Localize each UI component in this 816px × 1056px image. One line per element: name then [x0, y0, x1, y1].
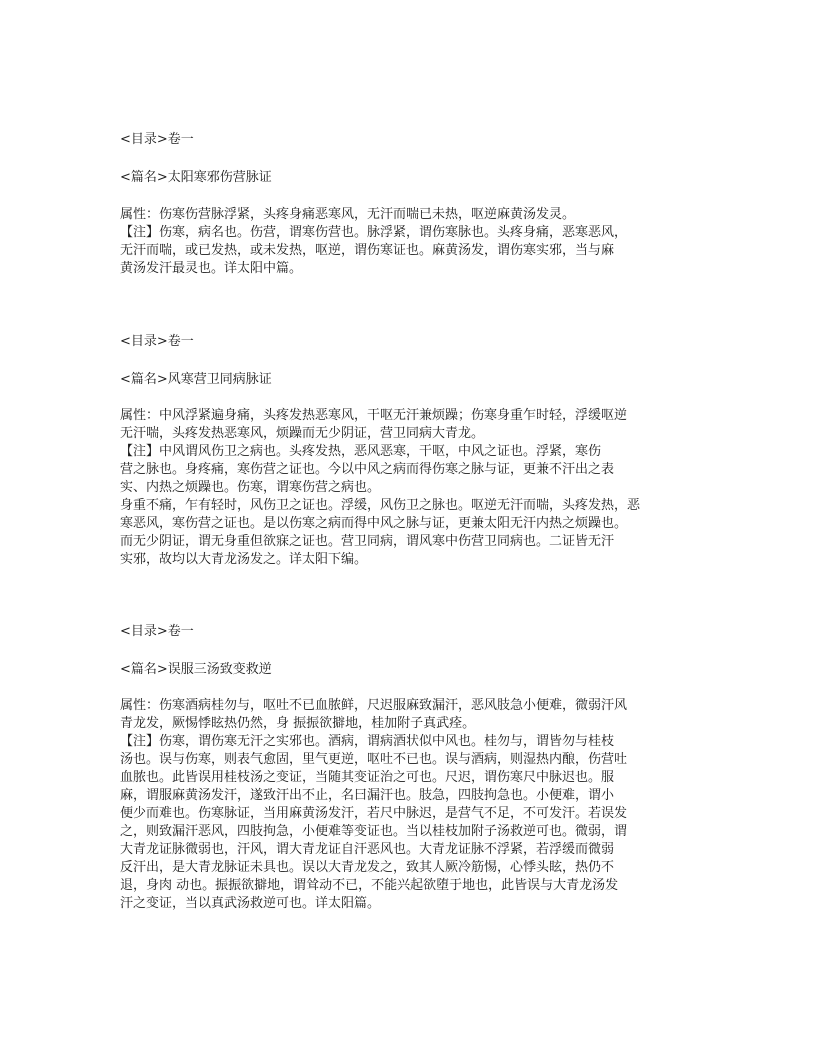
- verse-line: 青龙发，厥惕悸眩热仍然，身 振振欲擗地，桂加附子真武痊。: [120, 716, 476, 731]
- annotation-line: 寒恶风，寒伤营之证也。是以伤寒之病而得中风之脉与证，更兼太阳无汗内热之烦躁也。: [120, 516, 628, 531]
- annotation-line: 无汗而喘，或已发热，或未发热，呕逆，谓伤寒证也。麻黄汤发，谓伤寒实邪，当与麻: [120, 243, 615, 258]
- annotation-line: 黄汤发汗最灵也。详太阳中篇。: [120, 261, 303, 276]
- annotation-line: 便少而难也。伤寒脉证，当用麻黄汤发汗，若尺中脉迟，是营气不足，不可发汗。若误发: [120, 806, 628, 821]
- annotation-line: 实邪，故均以大青龙汤发之。详太阳下编。: [120, 552, 368, 567]
- chapter-title: <篇名>误服三汤致变救逆: [120, 662, 272, 677]
- verse-line: 属性：伤寒酒病桂勿与，呕吐不已血脓鲜，尺迟服麻致漏汗，恶风肢急小便难，微弱汗风: [120, 698, 628, 713]
- annotation-line: 身重不痛，乍有轻时，风伤卫之证也。浮缓，风伤卫之脉也。呕逆无汗而喘，头疼发热，恶: [120, 498, 641, 513]
- verse-line: 无汗喘，头疼发热恶寒风，烦躁而无少阴证，营卫同病大青龙。: [120, 426, 485, 441]
- chapter-title: <篇名>风寒营卫同病脉证: [120, 372, 272, 387]
- verse-line: 属性：中风浮紧遍身痛，头疼发热恶寒风，干呕无汗兼烦躁；伤寒身重乍时轻，浮缓呕逆: [120, 408, 628, 423]
- annotation-line: 汤也。误与伤寒，则表气愈固，里气更逆，呕吐不已也。误与酒病，则湿热内酿，伤营吐: [120, 752, 628, 767]
- annotation-line: 反汗出，是大青龙脉证未具也。误以大青龙发之，致其人厥冷筋惕，心悸头眩，热仍不: [120, 860, 615, 875]
- annotation-line: 之，则致漏汗恶风，四肢拘急，小便难等变证也。当以桂枝加附子汤救逆可也。微弱，谓: [120, 824, 628, 839]
- annotation-line: 【注】伤寒，谓伤寒无汗之实邪也。酒病，谓病酒状似中风也。桂勿与，谓皆勿与桂枝: [120, 734, 615, 749]
- annotation-line: 大青龙证脉微弱也，汗风，谓大青龙证自汗恶风也。大青龙证脉不浮紧，若浮缓而微弱: [120, 842, 615, 857]
- verse-line: 属性：伤寒伤营脉浮紧，头疼身痛恶寒风，无汗而喘已未热，呕逆麻黄汤发灵。: [120, 207, 576, 222]
- annotation-line: 营之脉也。身疼痛，寒伤营之证也。今以中风之病而得伤寒之脉与证，更兼不汗出之表: [120, 462, 615, 477]
- annotation-line: 汗之变证，当以真武汤救逆可也。详太阳篇。: [120, 896, 381, 911]
- annotation-line: 退，身肉 动也。振振欲擗地，谓耸动不已，不能兴起欲堕于地也，此皆误与大青龙汤发: [120, 878, 619, 893]
- annotation-line: 【注】中风谓风伤卫之病也。头疼发热，恶风恶寒，干呕，中风之证也。浮紧，寒伤: [120, 444, 602, 459]
- catalog-heading: <目录>卷一: [120, 624, 194, 639]
- catalog-heading: <目录>卷一: [120, 132, 194, 147]
- annotation-line: 血脓也。此皆误用桂枝汤之变证，当随其变证治之可也。尺迟，谓伤寒尺中脉迟也。服: [120, 770, 615, 785]
- chapter-title: <篇名>太阳寒邪伤营脉证: [120, 170, 272, 185]
- annotation-line: 麻，谓服麻黄汤发汗，遂致汗出不止，名曰漏汗也。肢急，四肢拘急也。小便难，谓小: [120, 788, 615, 803]
- catalog-heading: <目录>卷一: [120, 334, 194, 349]
- annotation-line: 【注】伤寒，病名也。伤营，谓寒伤营也。脉浮紧，谓伤寒脉也。头疼身痛，恶寒恶风，: [120, 225, 628, 240]
- annotation-line: 而无少阴证，谓无身重但欲寐之证也。营卫同病，谓风寒中伤营卫同病也。二证皆无汗: [120, 534, 615, 549]
- annotation-line: 实、内热之烦躁也。伤寒，谓寒伤营之病也。: [120, 480, 381, 495]
